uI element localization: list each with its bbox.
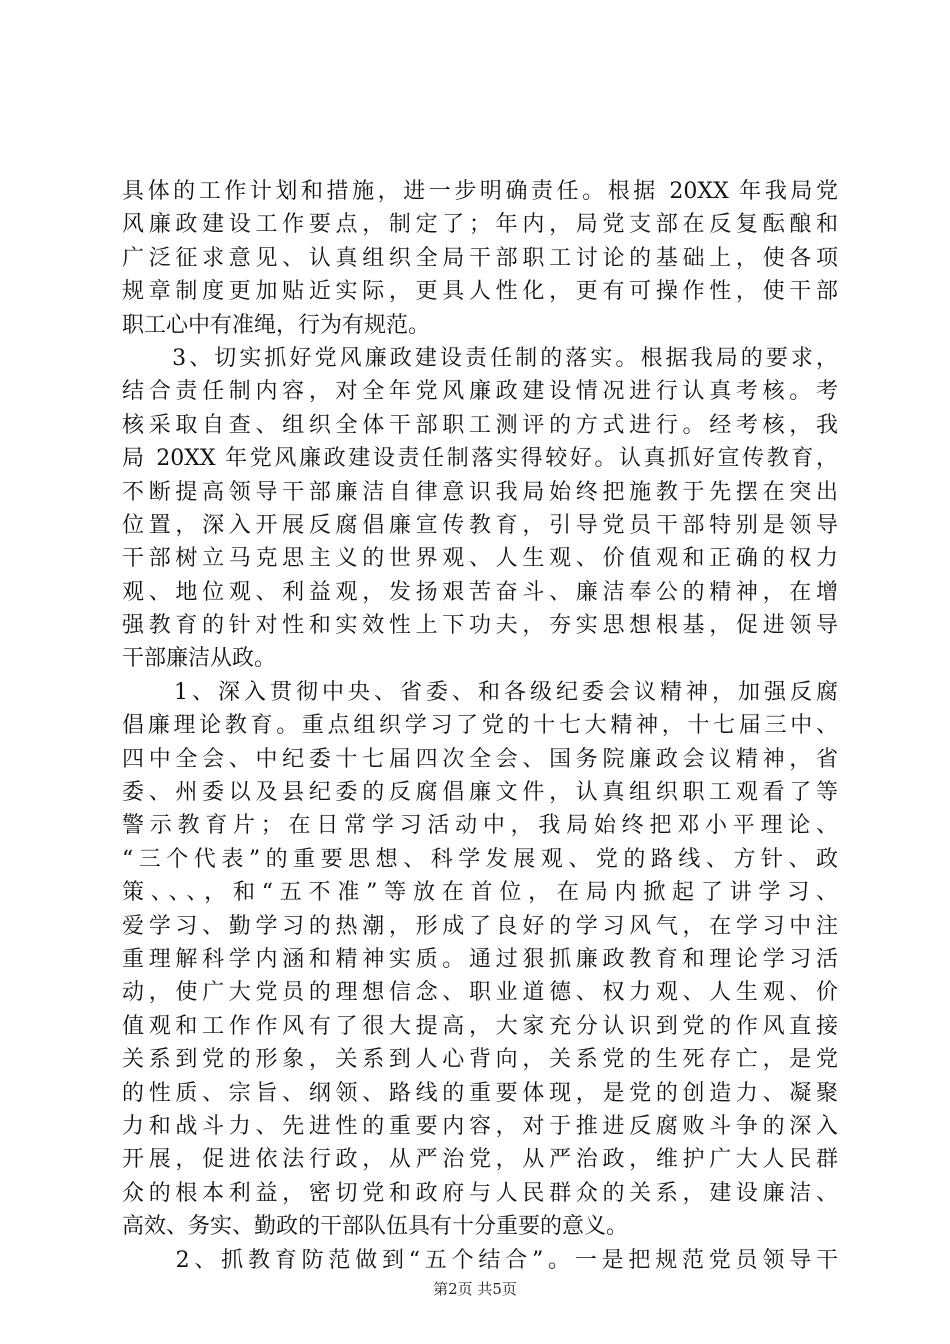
text-line: 干部树立马克思主义的世界观、人生观、价值观和正确的权力: [122, 546, 838, 572]
text-line: 动，使广大党员的理想信念、职业道德、权力观、人生观、价: [122, 980, 838, 1006]
text-line: 关系到党的形象，关系到人心背向，关系党的生死存亡，是党: [122, 1047, 838, 1073]
text-line: 位置，深入开展反腐倡廉宣传教育，引导党员干部特别是领导: [122, 512, 838, 538]
text-line: 爱学习、勤学习的热潮，形成了良好的学习风气，在学习中注: [122, 913, 838, 939]
text-line: 干部廉洁从政。: [122, 646, 277, 672]
text-line: 局 20XX 年党风廉政建设责任制落实得较好。认真抓好宣传教育，: [122, 446, 838, 472]
text-line: “三个代表”的重要思想、科学发展观、党的路线、方针、政: [122, 846, 838, 872]
text-line: 2、抓教育防范做到“五个结合”。一是把规范党员领导干: [122, 1247, 838, 1273]
document-body: [122, 175, 838, 1277]
text-line: 观、地位观、利益观，发扬艰苦奋斗、廉洁奉公的精神，在增: [122, 579, 838, 605]
text-line: 开展，促进依法行政，从严治党，从严治政，维护广大人民群: [122, 1147, 838, 1173]
text-line: 的性质、宗旨、纲领、路线的重要体现，是党的创造力、凝聚: [122, 1080, 838, 1106]
text-line: 高效、务实、勤政的干部队伍具有十分重要的意义。: [122, 1214, 629, 1240]
page-footer: 第2页 共5页: [433, 1280, 517, 1298]
text-line: 警示教育片；在日常学习活动中，我局始终把邓小平理论、: [122, 813, 838, 839]
text-line: 四中全会、中纪委十七届四次全会、国务院廉政会议精神，省: [122, 746, 838, 772]
text-line: 结合责任制内容，对全年党风廉政建设情况进行认真考核。考: [122, 379, 838, 405]
text-line: 1、深入贯彻中央、省委、和各级纪委会议精神，加强反腐: [122, 679, 838, 705]
text-line: 规章制度更加贴近实际，更具人性化，更有可操作性，使干部: [122, 279, 838, 305]
text-line: 风廉政建设工作要点，制定了；年内，局党支部在反复酝酿和: [122, 212, 838, 238]
text-line: 职工心中有准绳，行为有规范。: [122, 312, 431, 338]
text-line: 不断提高领导干部廉洁自律意识我局始终把施教于先摆在突出: [122, 479, 838, 505]
text-line: 委、州委以及县纪委的反腐倡廉文件，认真组织职工观看了等: [122, 780, 838, 806]
text-line: 倡廉理论教育。重点组织学习了党的十七大精神，十七届三中、: [122, 713, 838, 739]
text-line: 策、、、，和“五不准”等放在首位，在局内掀起了讲学习、: [122, 880, 838, 906]
text-line: 强教育的针对性和实效性上下功夫，夯实思想根基，促进领导: [122, 613, 838, 639]
text-line: 广泛征求意见、认真组织全局干部职工讨论的基础上，使各项: [122, 245, 838, 271]
text-line: 具体的工作计划和措施，进一步明确责任。根据 20XX 年我局党: [122, 179, 838, 204]
text-line: 核采取自查、组织全体干部职工测评的方式进行。经考核，我: [122, 412, 838, 438]
text-line: 值观和工作作风有了很大提高，大家充分认识到党的作风直接: [122, 1013, 838, 1039]
text-line: 力和战斗力、先进性的重要内容，对于推进反腐败斗争的深入: [122, 1113, 838, 1139]
text-line: 众的根本利益，密切党和政府与人民群众的关系，建设廉洁、: [122, 1180, 838, 1206]
text-line: 重理解科学内涵和精神实质。通过狠抓廉政教育和理论学习活: [122, 946, 838, 972]
text-line: 3、切实抓好党风廉政建设责任制的落实。根据我局的要求，: [122, 345, 838, 371]
